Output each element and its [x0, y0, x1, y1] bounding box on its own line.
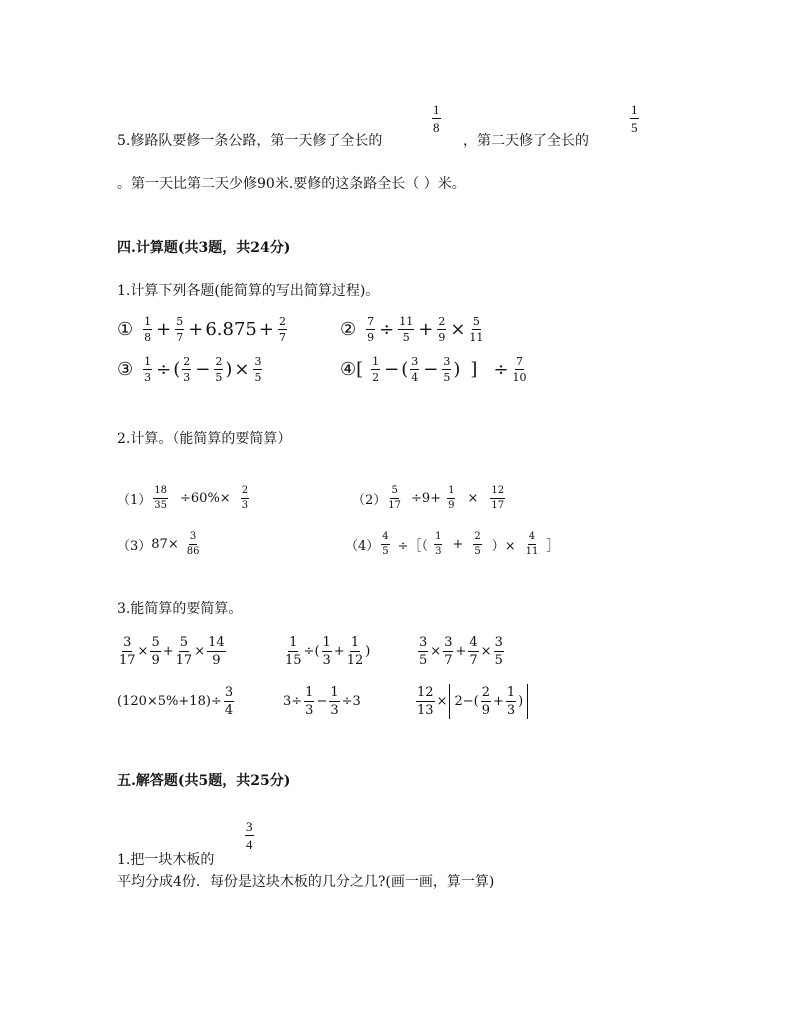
marker-3: ③ — [117, 359, 134, 380]
q5-fraction-2: $\frac{1}{5}$ — [631, 102, 638, 135]
q5-fraction-1: $\frac{1}{8}$ — [433, 102, 440, 135]
calc1-prompt: 1.计算下列各题(能简算的写出简算过程)。 — [117, 283, 380, 299]
calc2-problem-1: （1） $\frac{18}{35}$ ÷60%× $\frac{2}{3}$ — [117, 485, 249, 511]
calc2-problem-4: （4） $\frac{4}{5}$ ÷［（ $\frac{1}{3}$ + $\frac{2}{5}$ ）× $\frac{4}{11}$ ］ — [345, 531, 560, 557]
calc3-expr-4: (120×5%+18)÷ $\frac{3}{4}$ — [117, 685, 234, 718]
calc3-expr-3: $\frac{3}{5}$ × $\frac{3}{7}$ + $\frac{4}{7}$ × $\frac{3}{5}$ — [419, 635, 503, 668]
a1-fraction: $\frac{3}{4}$ — [246, 819, 253, 852]
marker-4: ④ — [340, 359, 357, 380]
q5-text-a: 5.修路队要修一条公路，第一天修了全长的 — [117, 133, 383, 149]
calc3-expr-1: $\frac{3}{17}$ × $\frac{5}{9}$ + $\frac{5}{17}$ × $\frac{14}{9}$ — [119, 635, 225, 668]
calc3-expr-2: $\frac{1}{15}$ ÷( $\frac{1}{3}$ + $\frac{1}{12}$ ) — [285, 635, 371, 668]
marker-2: ② — [340, 319, 357, 340]
calc2-problem-3: （3） 87× $\frac{3}{86}$ — [117, 531, 200, 557]
calc2-prompt: 2.计算。（能简算的要简算） — [117, 431, 292, 447]
calc1-expr-3: ③ $\frac{1}{3}$ ÷ ( $\frac{2}{3}$ − $\frac{2}{5}$ ) × $\frac{3}{5}$ — [117, 355, 262, 384]
a1-text-b: 平均分成4份．每份是这块木板的几分之几?(画一画，算一算) — [117, 874, 495, 890]
a1-text-a: 1.把一块木板的 — [117, 852, 215, 868]
marker-1: ① — [117, 319, 134, 340]
calc2-problem-2: （2） $\frac{5}{17}$ ÷9+ $\frac{1}{9}$ × $\frac{12}{17}$ — [352, 485, 505, 511]
calc1-expr-2: ② $\frac{7}{9}$ ÷ $\frac{11}{5}$ + $\frac{2}{9}$ × $\frac{5}{11}$ — [340, 315, 484, 344]
calc1-expr-1: ① $\frac{1}{8}$ + $\frac{5}{7}$ + 6.875 + $\frac{2}{7}$ — [117, 315, 286, 344]
section-5-heading: 五.解答题(共5题，共25分) — [117, 773, 291, 789]
calc3-prompt: 3.能简算的要简算。 — [117, 601, 243, 617]
q5-text-b: ，第二天修了全长的 — [463, 133, 589, 149]
calc3-expr-5: 3÷ $\frac{1}{3}$ − $\frac{1}{3}$ ÷3 — [283, 685, 361, 718]
calc1-expr-4: ④ [ $\frac{1}{2}$ − ( $\frac{3}{4}$ − $\frac{3}{5}$ ) ] ÷ $\frac{7}{10}$ — [340, 355, 527, 384]
q5-text-c: 。第一天比第二天少修90米.要修的这条路全长（ ）米。 — [117, 176, 466, 192]
section-4-heading: 四.计算题(共3题，共24分) — [117, 240, 291, 256]
calc3-expr-6: $\frac{12}{13}$ × 2−( $\frac{2}{9}$ + $\frac{1}{3}$ ) — [414, 684, 528, 719]
square-bracket-group: 2−( $\frac{2}{9}$ + $\frac{1}{3}$ ) — [449, 684, 528, 719]
